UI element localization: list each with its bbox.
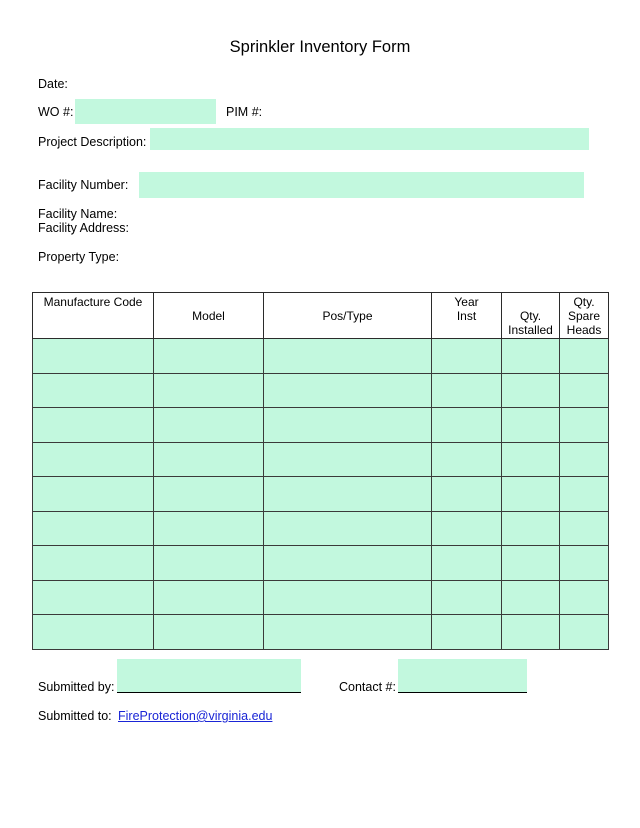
- wo-label: WO #:: [38, 105, 74, 119]
- cell-qty-spare-heads[interactable]: [560, 477, 609, 512]
- inventory-table: [32, 292, 609, 650]
- cell-qty-spare-heads[interactable]: [560, 580, 609, 615]
- table-row: [33, 580, 609, 615]
- property-type-label: Property Type:: [38, 250, 120, 264]
- submitted-by-field[interactable]: [117, 659, 301, 693]
- cell-year-inst[interactable]: [432, 442, 502, 477]
- cell-manufacture-code[interactable]: [33, 580, 154, 615]
- submitted-by-label: Submitted by:: [38, 680, 115, 694]
- header-model-text: Model: [192, 308, 225, 323]
- cell-qty-installed[interactable]: [502, 442, 560, 477]
- cell-model[interactable]: [154, 408, 264, 443]
- cell-model[interactable]: [154, 339, 264, 374]
- wo-field[interactable]: [75, 99, 216, 124]
- header-qty-installed-line2: Installed: [508, 323, 553, 337]
- table-row: [33, 339, 609, 374]
- cell-qty-spare-heads[interactable]: [560, 373, 609, 408]
- facility-address-label: Facility Address:: [38, 221, 130, 235]
- cell-model[interactable]: [154, 442, 264, 477]
- table-body: [33, 339, 609, 650]
- form-title: Sprinkler Inventory Form: [229, 38, 411, 56]
- contact-label: Contact #:: [339, 680, 396, 694]
- cell-model[interactable]: [154, 511, 264, 546]
- table-header-row: [33, 293, 609, 339]
- cell-manufacture-code[interactable]: [33, 615, 154, 650]
- cell-year-inst[interactable]: [432, 408, 502, 443]
- cell-model[interactable]: [154, 373, 264, 408]
- cell-year-inst[interactable]: [432, 511, 502, 546]
- cell-year-inst[interactable]: [432, 339, 502, 374]
- cell-year-inst[interactable]: [432, 615, 502, 650]
- cell-qty-spare-heads[interactable]: [560, 511, 609, 546]
- header-qty-spare-line1: Qty.: [573, 294, 595, 309]
- cell-pos-type[interactable]: [264, 546, 432, 581]
- header-pos-type-text: Pos/Type: [322, 308, 373, 323]
- cell-year-inst[interactable]: [432, 546, 502, 581]
- cell-pos-type[interactable]: [264, 477, 432, 512]
- project-description-label: Project Description:: [38, 135, 147, 149]
- cell-qty-installed[interactable]: [502, 580, 560, 615]
- table-row: [33, 373, 609, 408]
- facility-number-label: Facility Number:: [38, 178, 129, 192]
- cell-manufacture-code[interactable]: [33, 477, 154, 512]
- cell-qty-spare-heads[interactable]: [560, 442, 609, 477]
- table-row: [33, 511, 609, 546]
- header-qty-spare-line2: Spare: [567, 308, 601, 323]
- cell-year-inst[interactable]: [432, 477, 502, 512]
- cell-manufacture-code[interactable]: [33, 546, 154, 581]
- cell-qty-installed[interactable]: [502, 477, 560, 512]
- cell-qty-installed[interactable]: [502, 373, 560, 408]
- cell-qty-spare-heads[interactable]: [560, 615, 609, 650]
- date-label: Date:: [38, 77, 68, 91]
- cell-qty-spare-heads[interactable]: [560, 408, 609, 443]
- table-row: [33, 546, 609, 581]
- cell-qty-installed[interactable]: [502, 615, 560, 650]
- cell-pos-type[interactable]: [264, 373, 432, 408]
- header-manufacture-code-text: Manufacture Code: [43, 295, 143, 309]
- cell-manufacture-code[interactable]: [33, 339, 154, 374]
- header-year-inst-line1: Year: [454, 295, 479, 309]
- cell-year-inst[interactable]: [432, 373, 502, 408]
- cell-pos-type[interactable]: [264, 442, 432, 477]
- submitted-to-label: Submitted to:: [38, 709, 112, 723]
- contact-field[interactable]: [398, 659, 527, 693]
- cell-pos-type[interactable]: [264, 339, 432, 374]
- cell-qty-spare-heads[interactable]: [560, 339, 609, 374]
- table-row: [33, 442, 609, 477]
- header-qty-installed-line1: Qty.: [519, 309, 542, 323]
- cell-qty-installed[interactable]: [502, 408, 560, 443]
- table-row: [33, 477, 609, 512]
- cell-qty-installed[interactable]: [502, 546, 560, 581]
- cell-pos-type[interactable]: [264, 615, 432, 650]
- header-year-inst-line2: Inst: [456, 309, 477, 323]
- cell-qty-spare-heads[interactable]: [560, 546, 609, 581]
- facility-name-label: Facility Name:: [38, 207, 118, 221]
- project-description-field[interactable]: [150, 128, 589, 150]
- cell-model[interactable]: [154, 477, 264, 512]
- facility-number-field[interactable]: [139, 172, 584, 198]
- pim-label: PIM #:: [226, 105, 263, 119]
- table-row: [33, 408, 609, 443]
- cell-manufacture-code[interactable]: [33, 511, 154, 546]
- cell-year-inst[interactable]: [432, 580, 502, 615]
- cell-model[interactable]: [154, 580, 264, 615]
- header-pos-type: [264, 293, 432, 339]
- cell-qty-installed[interactable]: [502, 511, 560, 546]
- table-row: [33, 615, 609, 650]
- cell-model[interactable]: [154, 615, 264, 650]
- header-qty-installed: [502, 293, 560, 339]
- header-year-inst: [432, 293, 502, 339]
- cell-model[interactable]: [154, 546, 264, 581]
- header-qty-spare-heads: [560, 293, 609, 339]
- cell-manufacture-code[interactable]: [33, 408, 154, 443]
- cell-qty-installed[interactable]: [502, 339, 560, 374]
- header-qty-spare-line3: Heads: [566, 322, 602, 337]
- cell-pos-type[interactable]: [264, 580, 432, 615]
- submitted-to-email-link[interactable]: FireProtection@virginia.edu: [118, 709, 273, 723]
- cell-manufacture-code[interactable]: [33, 442, 154, 477]
- header-manufacture-code: [33, 293, 154, 339]
- header-model: [154, 293, 264, 339]
- cell-manufacture-code[interactable]: [33, 373, 154, 408]
- cell-pos-type[interactable]: [264, 408, 432, 443]
- cell-pos-type[interactable]: [264, 511, 432, 546]
